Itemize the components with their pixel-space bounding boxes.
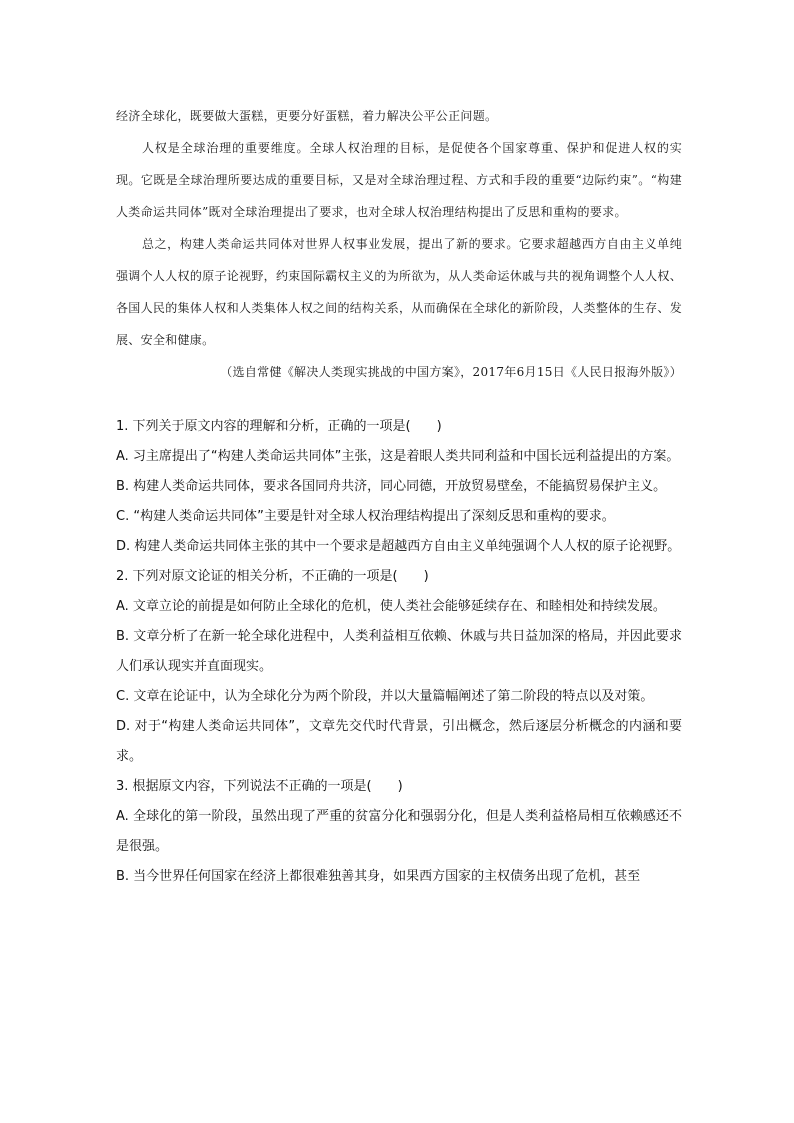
- passage-source-citation: （选自常健《解决人类现实挑战的中国方案》，2017年6月15日《人民日报海外版》）: [220, 365, 682, 379]
- option-b: B. 文章分析了在新一轮全球化进程中，人类利益相互依赖、休戚与共日益加深的格局，并因此要求人们承认现实并直面现实。: [116, 629, 682, 674]
- option-d: D. 对于“构建人类命运共同体”，文章先交代时代背景，引出概念，然后逐层分析概念的内涵和要求。: [116, 719, 682, 764]
- question-list: [116, 412, 682, 892]
- question-2: [116, 562, 682, 772]
- option-d: D. 构建人类命运共同体主张的其中一个要求是超越西方自由主义单纯强调个人人权的原子论视野。: [116, 539, 681, 554]
- option-a: A. 文章立论的前提是如何防止全球化的危机，使人类社会能够延续存在、和睦相处和持续发展。: [116, 599, 666, 614]
- option-a: A. 习主席提出了“构建人类命运共同体”主张，这是着眼人类共同利益和中国长远利益提出的方案。: [116, 449, 680, 464]
- passage-paragraph: 人权是全球治理的重要维度。全球人权治理的目标，是促使各个国家尊重、保护和促进人权的实现。它既是全球治理所要达成的重要目标，又是对全球治理过程、方式和手段的重要“边际约束”。“构建人类命运共同体”既对全球治理提出了要求，也对全球人权治理结构提出了反思和重构的要求。: [116, 141, 682, 219]
- option-c: C. “构建人类命运共同体”主要是针对全球人权治理结构提出了深刻反思和重构的要求。: [116, 509, 615, 524]
- option-b: B. 构建人类命运共同体，要求各国同舟共济，同心同德，开放贸易壁垒，不能搞贸易保护主义。: [116, 479, 667, 494]
- option-b: B. 当今世界任何国家在经济上都很难独善其身，如果西方国家的主权债务出现了危机，甚至: [116, 869, 641, 884]
- question-stem: 3. 根据原文内容，下列说法不正确的一项是( ): [116, 779, 403, 794]
- option-a: A. 全球化的第一阶段，虽然出现了严重的贫富分化和强弱分化，但是人类利益格局相互依赖感还不是很强。: [116, 809, 682, 854]
- question-stem: 1. 下列关于原文内容的理解和分析，正确的一项是( ): [116, 419, 442, 434]
- question-1: [116, 412, 682, 562]
- option-c: C. 文章在论证中，认为全球化分为两个阶段，并以大量篇幅阐述了第二阶段的特点以及对策。: [116, 689, 654, 704]
- passage-paragraph: 总之，构建人类命运共同体对世界人权事业发展，提出了新的要求。它要求超越西方自由主义单纯强调个人人权的原子论视野，约束国际霸权主义的为所欲为，从人类命运休戚与共的视角调整个人人权、各国人民的集体人权和人类集体人权之间的结构关系，从而确保在全球化的新阶段，人类整体的生存、发展、安全和健康。: [116, 237, 682, 347]
- reading-passage: [116, 100, 682, 388]
- passage-paragraph: 经济全球化，既要做大蛋糕，更要分好蛋糕，着力解决公平公正问题。: [116, 109, 498, 123]
- question-3: [116, 772, 682, 892]
- question-stem: 2. 下列对原文论证的相关分析，不正确的一项是( ): [116, 569, 429, 584]
